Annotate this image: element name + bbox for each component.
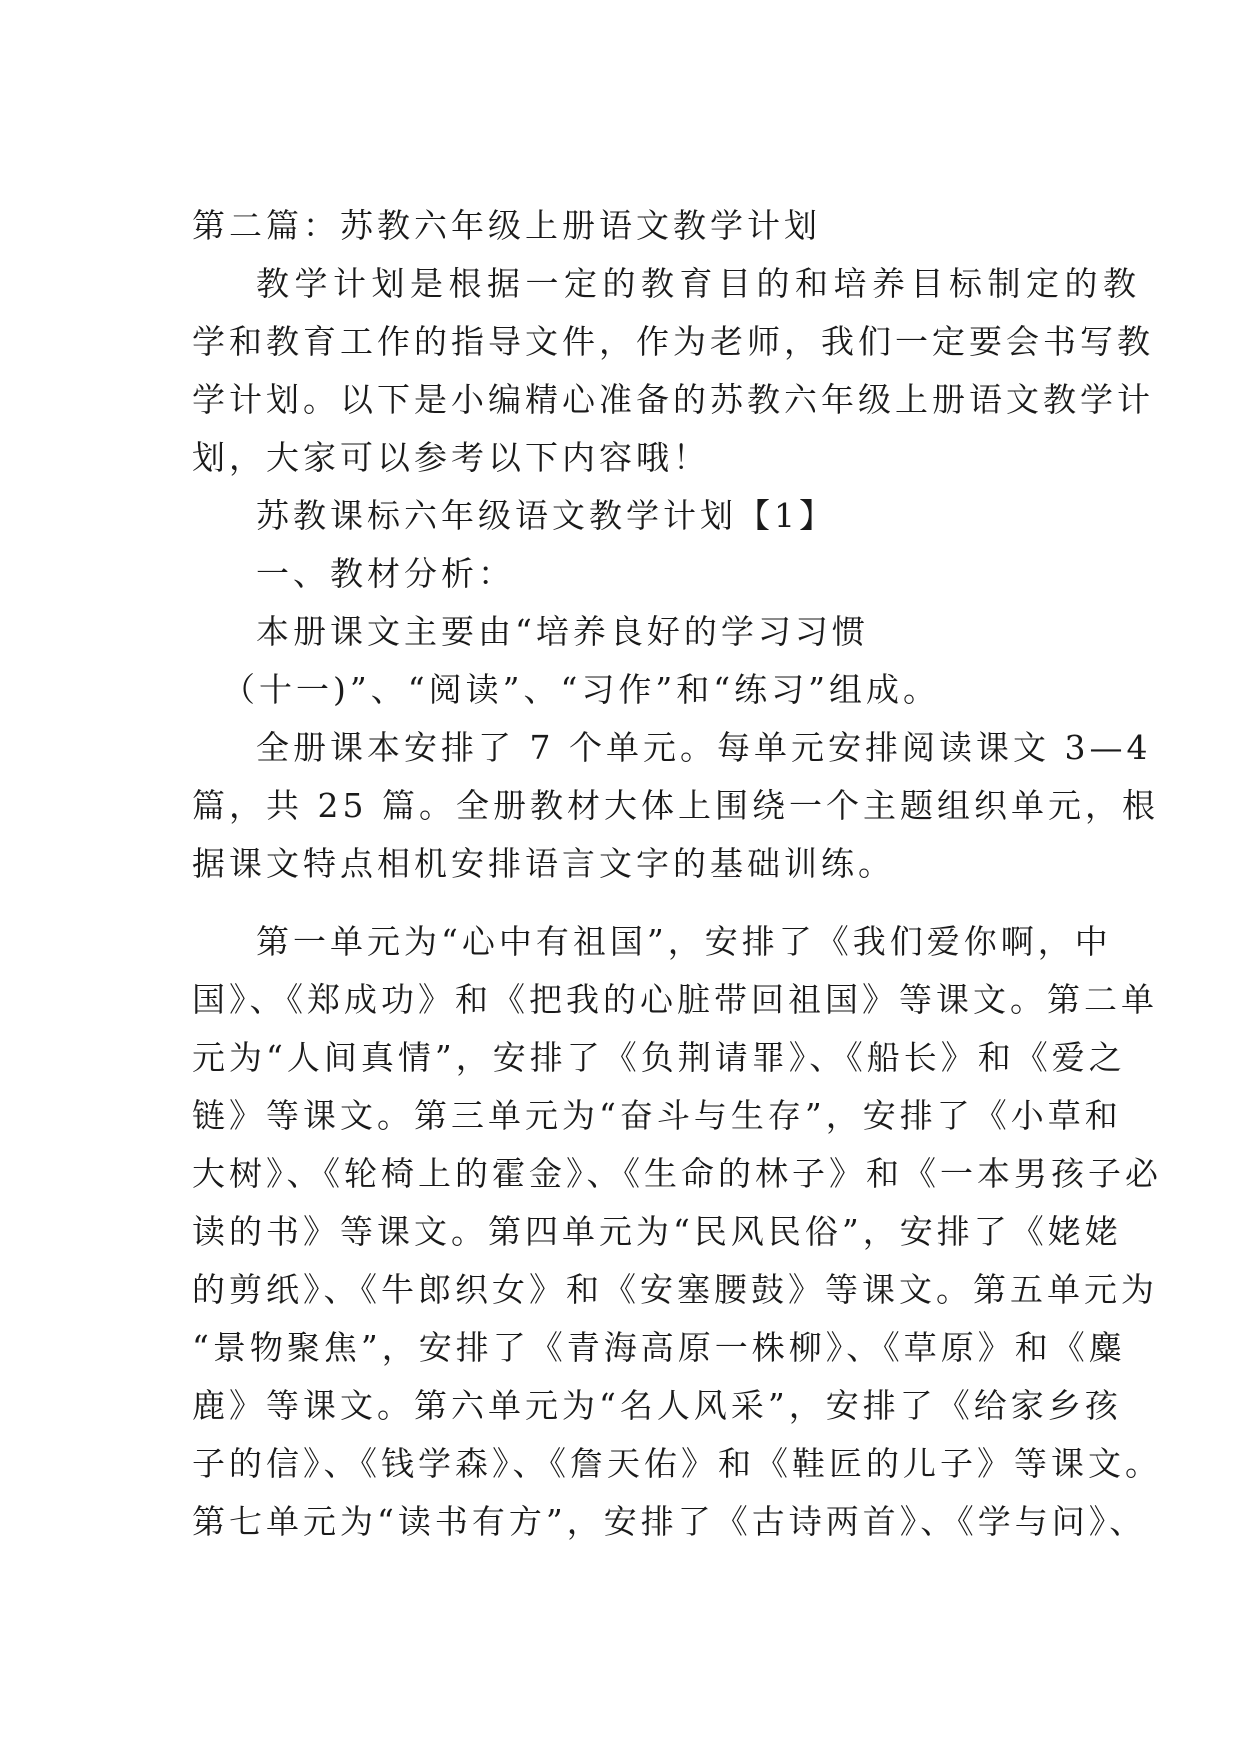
paragraph-line: 据课文特点相机安排语言文字的基础训练。 bbox=[192, 844, 895, 883]
paragraph-line: 子的信》、《钱学森》、《詹天佑》和《鞋匠的儿子》等课文。 bbox=[192, 1444, 1162, 1483]
paragraph-line: 国》、《郑成功》和《把我的心脏带回祖国》等课文。第二单 bbox=[192, 980, 1158, 1019]
paragraph-line: 篇，共 25 篇。全册教材大体上围绕一个主题组织单元，根 bbox=[192, 786, 1159, 825]
paragraph-line: 学和教育工作的指导文件，作为老师，我们一定要会书写教 bbox=[192, 322, 1154, 361]
section-subheading: 一、教材分析： bbox=[256, 554, 515, 593]
paragraph-line: 第一单元为“心中有祖国”，安排了《我们爱你啊，中 bbox=[256, 922, 1112, 961]
paragraph-line: 划，大家可以参考以下内容哦！ bbox=[192, 438, 710, 477]
paragraph-line: 链》等课文。第三单元为“奋斗与生存”，安排了《小草和 bbox=[192, 1096, 1122, 1135]
paragraph-line: 学计划。以下是小编精心准备的苏教六年级上册语文教学计 bbox=[192, 380, 1154, 419]
paragraph-line: 的剪纸》、《牛郎织女》和《安塞腰鼓》等课文。第五单元为 bbox=[192, 1270, 1158, 1309]
paragraph-line: 全册课本安排了 7 个单元。每单元安排阅读课文 3—4 bbox=[256, 728, 1152, 767]
document-title: 第二篇：苏教六年级上册语文教学计划 bbox=[192, 206, 821, 245]
paragraph-line: 教学计划是根据一定的教育目的和培养目标制定的教 bbox=[256, 264, 1142, 303]
paragraph-line: 读的书》等课文。第四单元为“民风民俗”，安排了《姥姥 bbox=[192, 1212, 1122, 1251]
paragraph-line: （十一)”、“阅读”、“习作”和“练习”组成。 bbox=[222, 670, 940, 709]
paragraph-line: 第七单元为“读书有方”，安排了《古诗两首》、《学与问》、 bbox=[192, 1502, 1147, 1541]
paragraph-line: 鹿》等课文。第六单元为“名人风采”，安排了《给家乡孩 bbox=[192, 1386, 1122, 1425]
paragraph-line: 本册课文主要由“培养良好的学习习惯 bbox=[256, 612, 869, 651]
paragraph-line: 大树》、《轮椅上的霍金》、《生命的林子》和《一本男孩子必 bbox=[192, 1154, 1162, 1193]
paragraph-line: “景物聚焦”，安排了《青海高原一株柳》、《草原》和《麋 bbox=[192, 1328, 1126, 1367]
section-heading: 苏教课标六年级语文教学计划【1】 bbox=[256, 496, 836, 535]
paragraph-line: 元为“人间真情”，安排了《负荆请罪》、《船长》和《爱之 bbox=[192, 1038, 1126, 1077]
